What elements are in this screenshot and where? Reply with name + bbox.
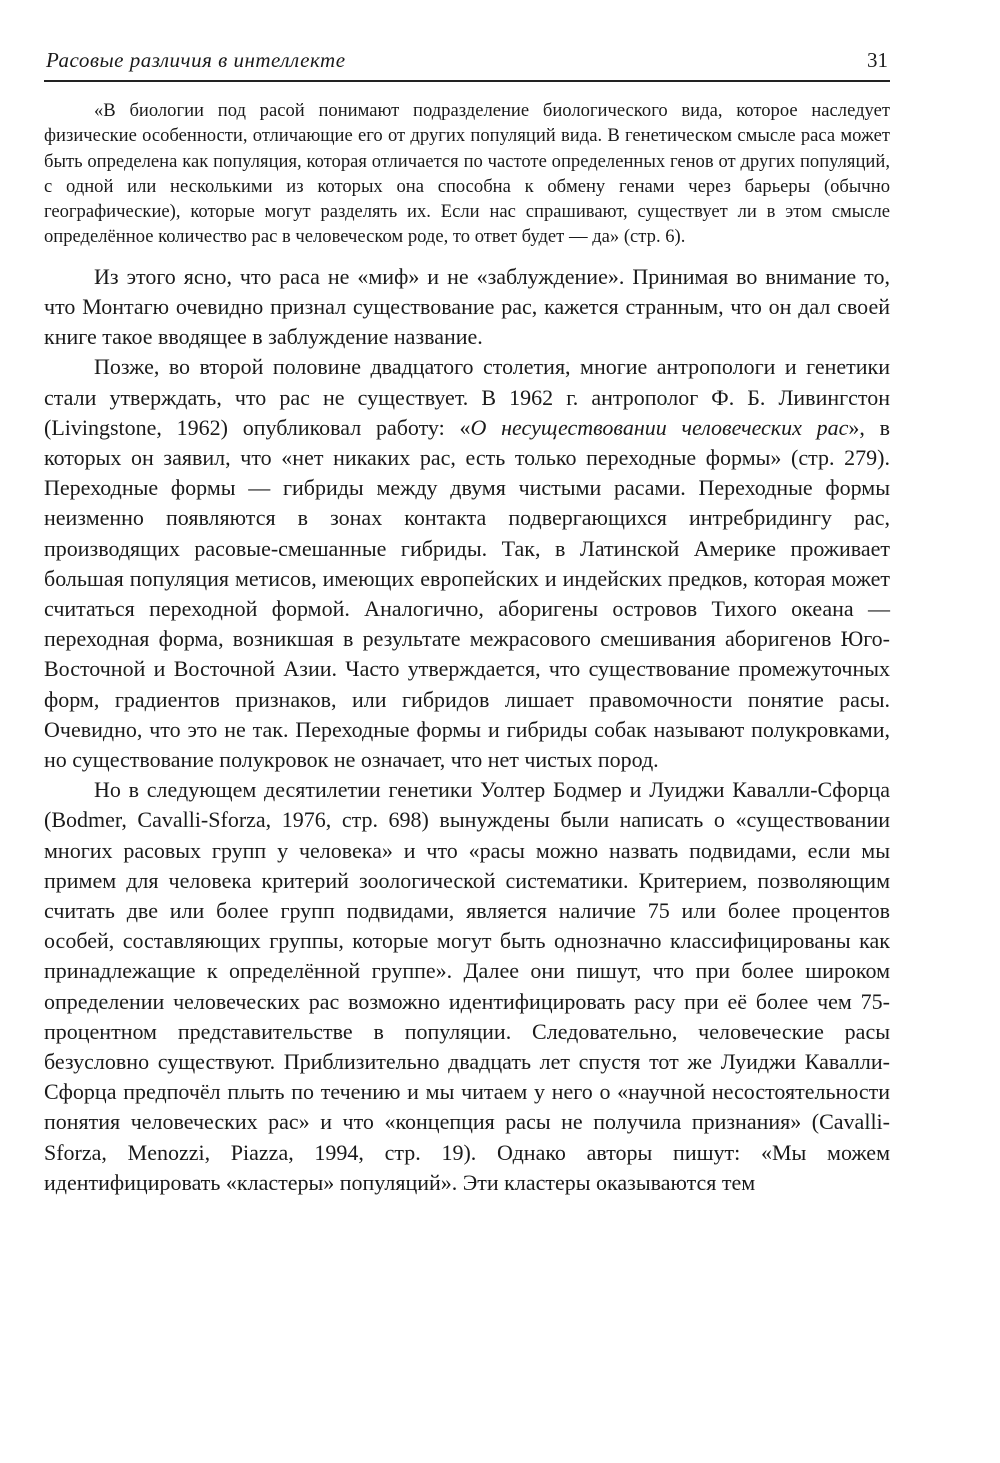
page-number: 31: [867, 48, 888, 72]
book-page: [44, 48, 890, 1198]
running-title: Расовые различия в интеллекте: [46, 48, 346, 72]
paragraph-2-text-b: », в которых он заявил, что «нет никаких рас, есть только переходные формы» (стр. 279). Переходные формы — гибриды между двумя чистыми расами. Переходные формы неизменно появляются в зонах контакта подвергающихся интребридингу рас, производящих расовые-смешанные гибриды. Так, в Латинской Америке проживает большая популяция метисов, имеющих европейских и индейских предков, которая может считаться переходной формой. Аналогично, аборигены островов Тихого океана — переходная форма, возникшая в результате межрасового смешивания аборигенов Юго-Восточной и Восточной Азии. Часто утверждается, что существование промежуточных форм, градиентов признаков, или гибридов лишает правомочности понятие расы. Очевидно, что это не так. Переходные формы и гибриды собак называют полукровками, но существование полукровок не означает, что нет чистых пород.: [44, 414, 890, 773]
paragraph-2-book-title: О несуществовании человеческих рас: [470, 414, 849, 440]
paragraph-2: [44, 352, 890, 775]
block-quote: «В биологии под расой понимают подразделение биологического вида, которое наследует физические особенности, отличающие его от других популяций вида. В генетическом смысле раса может быть определена как популяция, которая отличается по частоте определенных генов от других популяций, с одной или несколькими из которых она способна к обмену генами через барьеры (обычно географические), которые могут разделять их. Если нас спрашивают, существует ли в этом смысле определённое количество рас в человеческом роде, то ответ будет — да» (стр. 6).: [44, 100, 890, 248]
paragraph-1: Из этого ясно, что раса не «миф» и не «заблуждение». Принимая во внимание то, что Монтагю очевидно признал существование рас, кажется странным, что он дал своей книге такое вводящее в заблуждение название.: [44, 263, 890, 350]
running-header: [44, 48, 890, 82]
paragraph-2-text-a: Позже, во второй половине двадцатого столетия, многие антропологи и генетики стали утверждать, что рас не существует. В 1962 г. антрополог Ф. Б. Ливингстон (Livingstone, 1962) опубликовал работу: «: [44, 354, 890, 440]
paragraph-3: Но в следующем десятилетии генетики Уолтер Бодмер и Луиджи Кавалли-Сфорца (Bodmer, Cavalli-Sforza, 1976, стр. 698) вынуждены были написать о «существовании многих расовых групп у человека» и что «расы можно назвать подвидами, если мы примем для человека критерий зоологической систематики. Критерием, позволяющим считать две или более групп подвидами, является наличие 75 или более процентов особей, составляющих группы, которые могут быть однозначно классифицированы как принадлежащие к определённой группе». Далее они пишут, что при более широком определении человеческих рас возможно идентифицировать расу при её более чем 75-процентном представительстве в популяции. Следовательно, человеческие расы безусловно существуют. Приблизительно двадцать лет спустя тот же Луиджи Кавалли-Сфорца предпочёл плыть по течению и мы читаем у него о «научной несостоятельности понятия человеческих рас» и что «концепция расы не получила признания» (Cavalli-Sforza, Menozzi, Piazza, 1994, стр. 19). Однако авторы пишут: «Мы можем идентифицировать «кластеры» популяций». Эти кластеры оказываются тем: [44, 777, 890, 1195]
